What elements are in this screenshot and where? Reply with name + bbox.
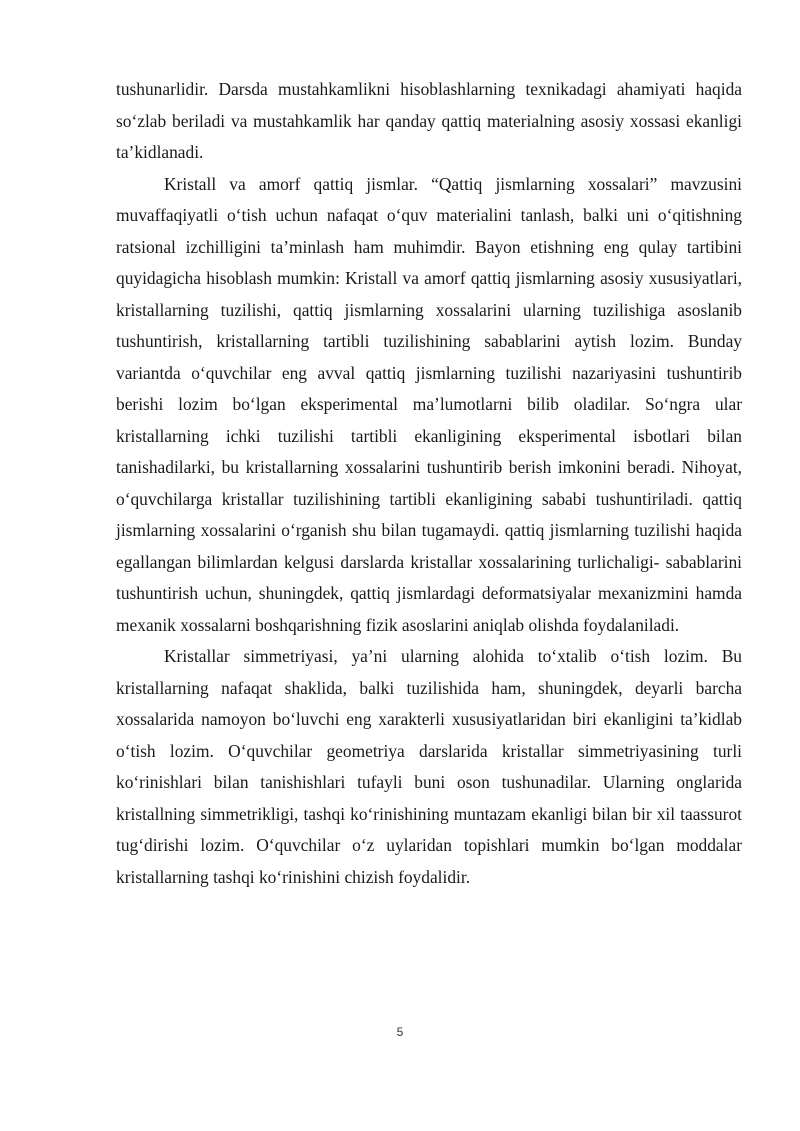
paragraph-3: Kristallar simmetriyasi, ya’ni ularning alohida to‘xtalib o‘tish lozim. Bu kristallarning nafaqat shaklida, balki tuzilishida ham, shuningdek, deyarli barcha xossalarida namoyon bo‘luvchi eng xarakterli xususiyatlaridan biri ekanligini ta’kidlab o‘tish lozim. O‘quvchilar geometriya darslarida kristallar simmetriyasining turli ko‘rinishlari bilan tanishishlari tufayli buni oson tushunadilar. Ularning onglarida kristallning simmetrikligi, tashqi ko‘rinishining muntazam ekanligi bilan bir xil taassurot tug‘dirishi lozim. O‘quvchilar o‘z uylaridan topishlari mumkin bo‘lgan moddalar kristallarning tashqi ko‘rinishini chizish foydalidir.	[116, 646, 742, 887]
paragraph-2: Kristall va amorf qattiq jismlar. “Qattiq jismlarning xossalari” mavzusini muvaffaqiyatli o‘tish uchun nafaqat o‘quv materialini tanlash, balki uni o‘qitishning ratsional izchilligini ta’minlash ham muhimdir. Bayon etishning eng qulay tartibini quyidagicha hisoblash mumkin: Kristall va amorf qattiq jismlarning asosiy xususiyatlari, kristallarning tuzilishi, qattiq jismlarning xossalarini ularning tuzilishiga asoslanib tushuntirish, kristallarning tartibli tuzilishining sabablarini aytish lozim. Bunday variantda o‘quvchilar eng avval qattiq jismlarning tuzilishi nazariyasini tushuntirib berishi lozim bo‘lgan eksperimental ma’lumotlarni bilib oladilar. So‘ngra ular kristallarning ichki tuzilishi tartibli ekanligining eksperimental isbotlari bilan tanishadilarki, bu kristallarning xossalarini tushuntirib berish imkonini beradi. Nihoyat, o‘quvchilarga kristallar tuzilishining tartibli ekanligining sababi tushuntiriladi. qattiq jismlarning xossalarini o‘rganish shu bilan tugamaydi. qattiq jismlarning tuzilishi haqida egallangan bilimlardan kelgusi darslarda kristallar xossalarining turlichaligi- sabablarini tushuntirish uchun, shuningdek, qattiq jismlardagi deformatsiyalar mexanizmini hamda mexanik xossalarni boshqarishning fizik asoslarini aniqlab olishda foydalaniladi.	[116, 173, 742, 635]
page-body	[116, 74, 742, 893]
page-number: 5	[396, 1025, 404, 1039]
paragraph-1: tushunarlidir. Darsda mustahkamlikni hisoblashlarning texnikadagi ahamiyati haqida so‘zlab beriladi va mustahkamlik har qanday qattiq materialning asosiy xossasi ekanligi ta’kidlanadi.	[116, 79, 742, 162]
